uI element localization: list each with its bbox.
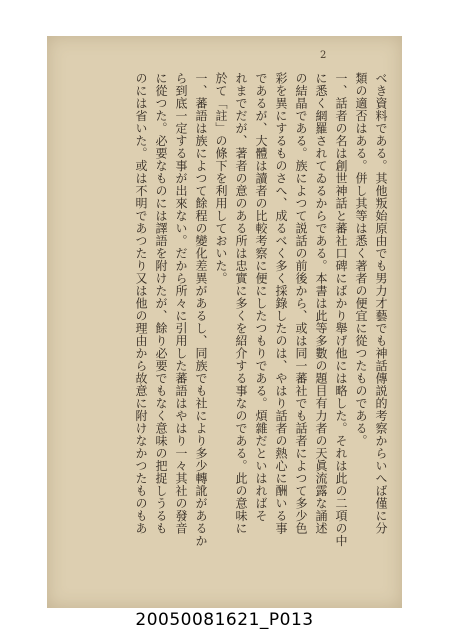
text-column: 彩を異にするものさへ、成るべく多く採錄したのは、やはり話者の熱心に酬いる事 (274, 72, 288, 535)
text-column: れまでだが、著者の意のある所は忠實に多くを紹介する事なのである。此の意味に (234, 72, 248, 535)
text-column: の結晶である。族によつて説話の前後から、或は同一蕃社でも話者によつて多少色 (294, 72, 308, 535)
text-column: 一、話者の名は創世神話と蕃社口碑にばかり舉げ他には略した。それは此の二項の中 (334, 72, 348, 547)
text-column: であるが、大體は讀者の比較考察に便にしたつもりである。煩雜だといはればそ (254, 72, 268, 522)
text-column: に從つた。必要なものには譯語を附けたが、餘り必要でもなく意味の把捉しうるも (154, 72, 168, 535)
text-column: 一、蕃語は族によつて餘程の變化差異があるし、同族でも社により多少轉訛があるか (194, 72, 208, 547)
page-number: 2 (320, 50, 327, 61)
text-column: に悉く網羅されてゐるからである。本書は此等多數の題目有力者の天眞流露な誦述 (314, 72, 328, 535)
image-caption: 20050081621_P013 (135, 610, 314, 630)
text-column: べき資料である。其他叛始原由でも男力才藝でも神話傳説的考察からいへば僅に分 (374, 72, 388, 535)
text-column: 類の適否はある。併し其等は悉く著者の便宜に從つたものである。 (354, 72, 368, 447)
body-text (90, 72, 388, 572)
text-column: ら到底一定する事が出來ない。だから所々に引用した蕃語はやはり一々其社の發音 (174, 72, 188, 535)
text-column: のには省いた。或は不明であつたり又は他の理由から故意に附けなかつたものもあ (134, 72, 148, 535)
text-column: 於て「註」の條下を利用しておいた。 (214, 72, 228, 285)
